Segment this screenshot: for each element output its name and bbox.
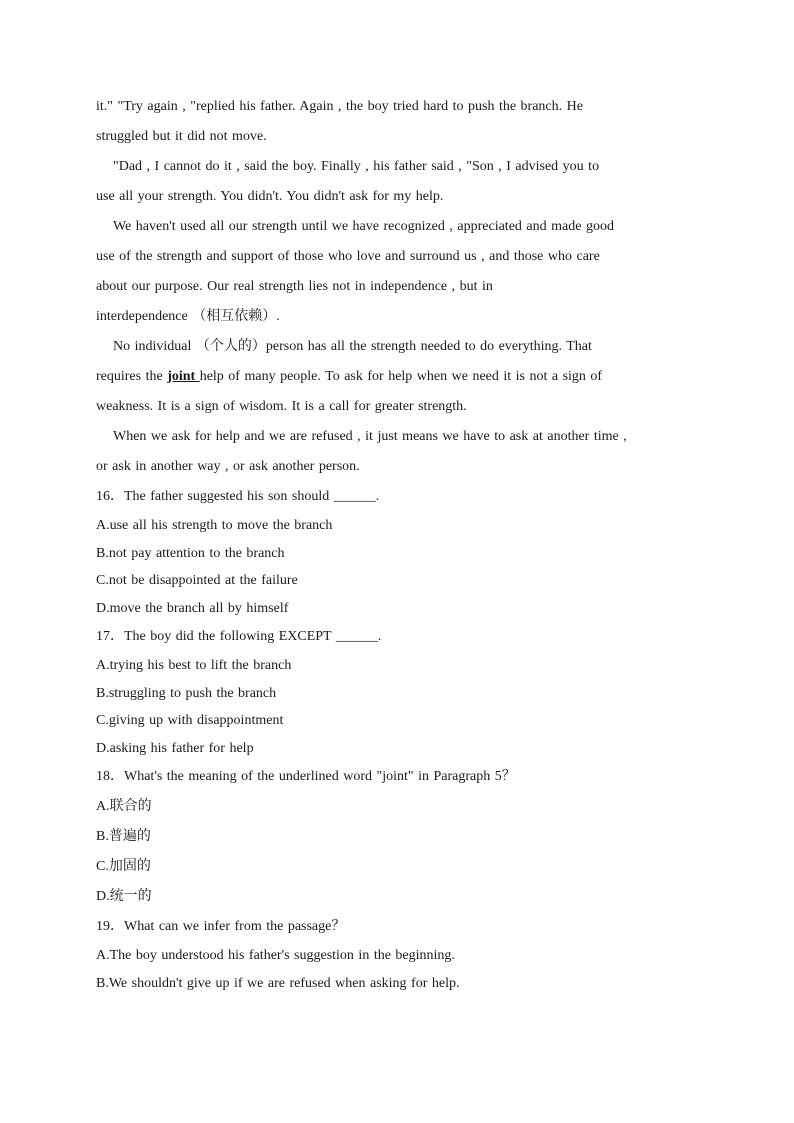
- question-stem: 19．What can we infer from the passage？: [96, 919, 346, 934]
- answer-option: A.The boy understood his father's suggestion in the beginning.: [96, 948, 455, 963]
- paragraph-line: When we ask for help and we are refused , it just means we have to ask at another time ,: [113, 429, 627, 444]
- paragraph-line: No individual （个人的）person has all the strength needed to do everything. That: [113, 339, 592, 354]
- underlined-word-joint: joint: [167, 369, 200, 384]
- answer-option: A.trying his best to lift the branch: [96, 658, 292, 673]
- answer-option: D.move the branch all by himself: [96, 600, 289, 616]
- paragraph-line: weakness. It is a sign of wisdom. It is a call for greater strength.: [96, 399, 467, 414]
- question-stem: 18．What's the meaning of the underlined word "joint" in Paragraph 5？: [96, 769, 516, 784]
- paragraph-line: "Dad , I cannot do it , said the boy. Finally , his father said , "Son , I advised you to: [113, 159, 600, 174]
- question-stem: 17．The boy did the following EXCEPT ______.: [96, 629, 382, 644]
- answer-option: A.联合的: [96, 799, 152, 814]
- text-run: requires the: [96, 369, 168, 384]
- question-stem: 16．The father suggested his son should ______.: [96, 489, 380, 504]
- paragraph-line: interdependence （相互依赖）.: [96, 309, 280, 324]
- answer-option: B.普遍的: [96, 829, 151, 844]
- paragraph-line: use all your strength. You didn't. You didn't ask for my help.: [96, 189, 444, 204]
- answer-option: B.We shouldn't give up if we are refused when asking for help.: [96, 975, 460, 991]
- document-page: [96, 92, 694, 997]
- paragraph-line: use of the strength and support of those who love and surround us , and those who care: [96, 249, 600, 264]
- paragraph-line: [96, 362, 694, 392]
- answer-option: A.use all his strength to move the branch: [96, 518, 333, 533]
- text-run: help of many people. To ask for help when we need it is not a sign of: [199, 369, 603, 384]
- answer-option: B.not pay attention to the branch: [96, 545, 285, 561]
- paragraph-line: We haven't used all our strength until we have recognized , appreciated and made good: [113, 219, 614, 234]
- paragraph-line: it." "Try again , "replied his father. Again , the boy tried hard to push the branch. He: [96, 99, 583, 114]
- answer-option: D.统一的: [96, 889, 152, 904]
- paragraph-line: or ask in another way , or ask another person.: [96, 459, 360, 474]
- paragraph-line: about our purpose. Our real strength lies not in independence , but in: [96, 279, 493, 294]
- answer-option: C.giving up with disappointment: [96, 713, 284, 728]
- answer-option: D.asking his father for help: [96, 740, 254, 756]
- answer-option: B.struggling to push the branch: [96, 685, 277, 701]
- paragraph-line: struggled but it did not move.: [96, 129, 267, 144]
- answer-option: C.加固的: [96, 859, 151, 874]
- answer-option: C.not be disappointed at the failure: [96, 573, 298, 588]
